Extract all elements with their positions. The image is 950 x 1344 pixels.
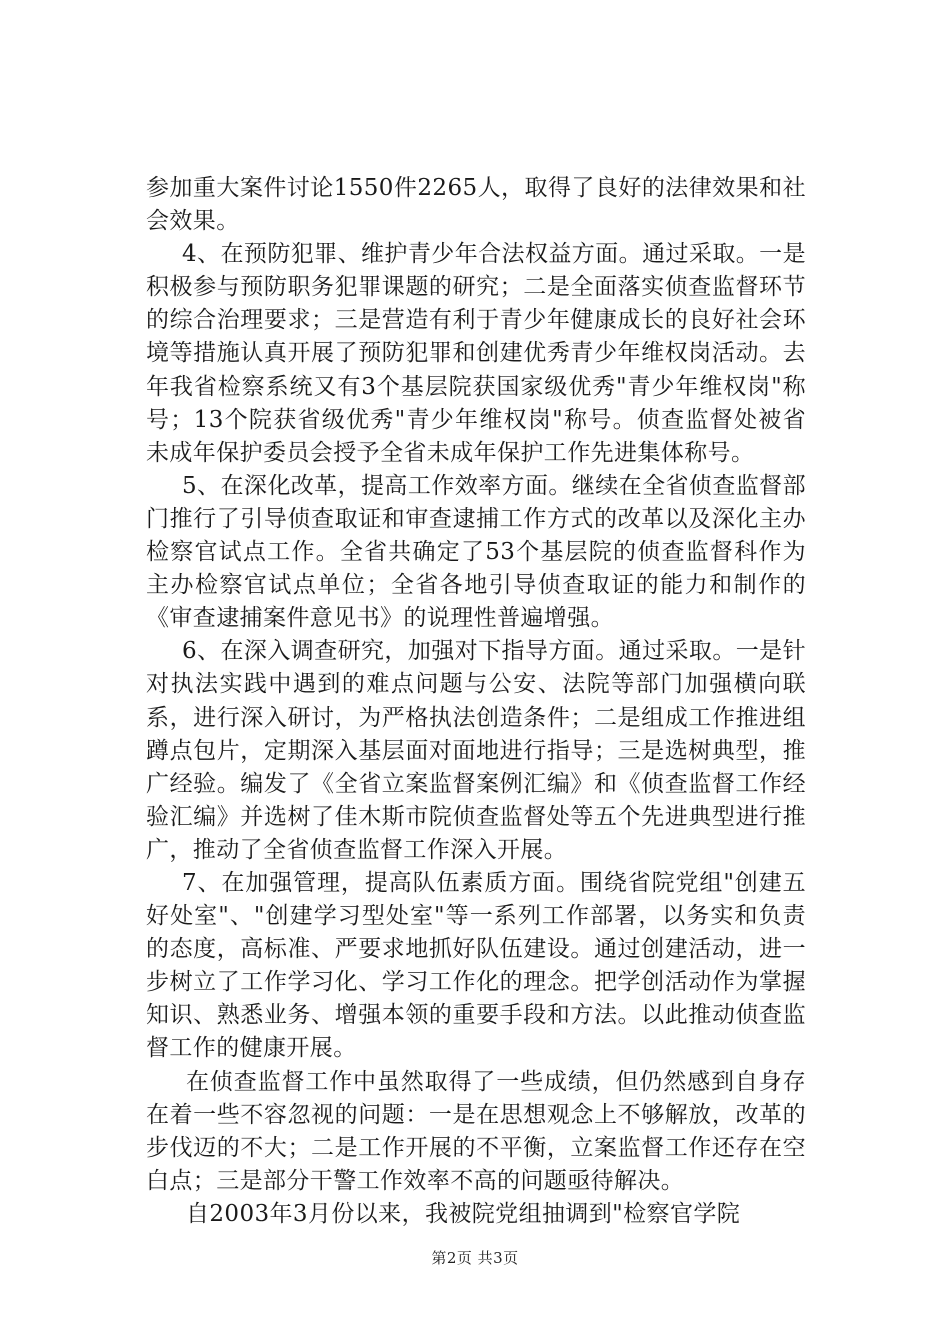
paragraph-7: 7、在加强管理，提高队伍素质方面。围绕省院党组"创建五好处室"、"创建学习型处室"等一系列工作部署，以务实和负责的态度，高标准、严要求地抓好队伍建设。通过创建活动，进一步树立了工作学习化、学习工作化的理念。把学创活动作为掌握知识、熟悉业务、增强本领的重要手段和方法。以此推动侦查监督工作的健康开展。 bbox=[146, 869, 806, 1062]
paragraph-4: 4、在预防犯罪、维护青少年合法权益方面。通过采取。一是积极参与预防职务犯罪课题的研究；二是全面落实侦查监督环节的综合治理要求；三是营造有利于青少年健康成长的良好社会环境等措施认真开展了预防犯罪和创建优秀青少年维权岗活动。去年我省检察系统又有3个基层院获国家级优秀"青少年维权岗"称号；13个院获省级优秀"青少年维权岗"称号。侦查监督处被省未成年保护委员会授予全省未成年保护工作先进集体称号。 bbox=[146, 241, 806, 466]
paragraph-6: 6、在深入调查研究，加强对下指导方面。通过采取。一是针对执法实践中遇到的难点问题与公安、法院等部门加强横向联系，进行深入研讨，为严格执法创造条件；二是组成工作推进组蹲点包片，定期深入基层面对面地进行指导；三是选树典型，推广经验。编发了《全省立案监督案例汇编》和《侦查监督工作经验汇编》并选树了佳木斯市院侦查监督处等五个先进典型进行推广，推动了全省侦查监督工作深入开展。 bbox=[146, 638, 806, 863]
paragraph-problems: 在侦查监督工作中虽然取得了一些成绩，但仍然感到自身存在着一些不容忽视的问题：一是在思想观念上不够解放，改革的步伐迈的不大；二是工作开展的不平衡，立案监督工作还存在空白点；三是部分干警工作效率不高的问题亟待解决。 bbox=[146, 1068, 806, 1194]
paragraph-since-2003: 自2003年3月份以来，我被院党组抽调到"检察官学院 bbox=[186, 1200, 741, 1227]
paragraph-5: 5、在深化改革，提高工作效率方面。继续在全省侦查监督部门推行了引导侦查取证和审查逮捕工作方式的改革以及深化主办检察官试点工作。全省共确定了53个基层院的侦查监督科作为主办检察官试点单位；全省各地引导侦查取证的能力和制作的《审查逮捕案件意见书》的说理性普遍增强。 bbox=[146, 472, 806, 632]
paragraph-continuation: 参加重大案件讨论1550件2265人，取得了良好的法律效果和社会效果。 bbox=[146, 175, 806, 235]
document-body bbox=[146, 172, 806, 1231]
page-number-footer: 第2页 共3页 bbox=[431, 1249, 519, 1267]
